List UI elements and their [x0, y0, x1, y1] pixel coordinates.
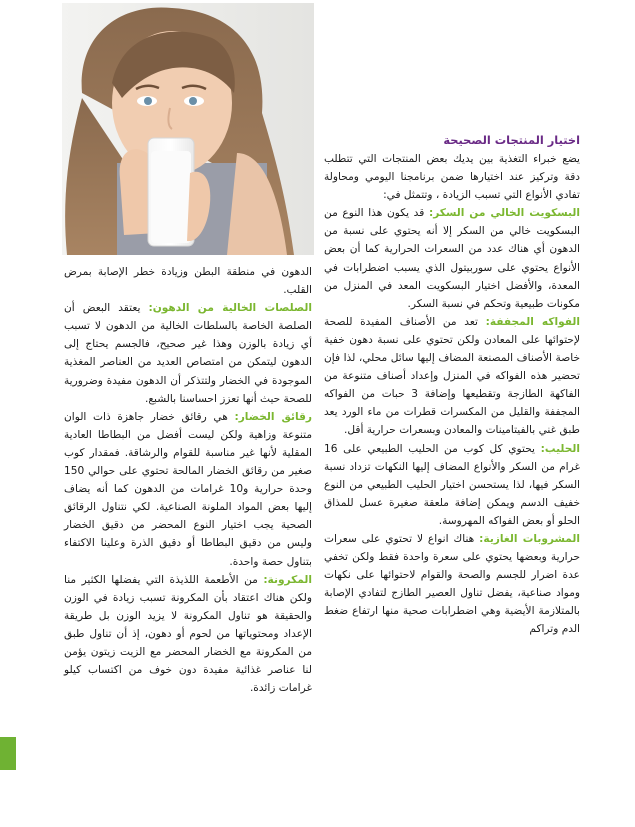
paragraph-dried-fruits	[324, 313, 580, 440]
paragraph-pasta	[64, 571, 312, 698]
right-column	[324, 150, 580, 639]
subheading-fat-free-sauces: الصلصات الخالية من الدهون:	[148, 302, 312, 315]
continued-paragraph: الدهون في منطقة البطن وزيادة خطر الإصابة بمرض القلب.	[64, 266, 312, 297]
left-column	[64, 263, 312, 697]
paragraph-text: يحتوي كل كوب من الحليب الطبيعي على 16 غرام من السكر والأنواع المضاف إليها النكهات تزداد نسبة السكر فيها، لذا يستحسن اختيار الحليب الطبيعي من النوع خفيف الدسم ويمكن إضافة ملعقة صغيرة عسل للمذاق الحلو أو بعض الفواكه المهروسة.	[324, 442, 580, 527]
subheading-vegetable-chips: رقائق الخضار:	[234, 410, 312, 423]
subheading-sugar-free-biscuits: البسكويت الخالي من السكر:	[428, 207, 580, 220]
paragraph-text: يعتقد البعض أن الصلصة الخاصة بالسلطات الخالية من الدهون لا تسبب أي زيادة بالوزن وهذا غير صحيح، فالجسم يحتاج إلى الدهون ليتمكن من امتصاص العديد من العناصر المغذية الموجودة في الخضار ولتتذكر أن الدهون مفيدة وضرورية للصحة حيث أنها تعزز احساسنا بالشبع.	[64, 302, 312, 405]
paragraph-text: تعد من الأصناف المفيدة للصحة لإحتوائها على المعادن ولكن تحتوي على نسبة دهون خفية خاصة الأصناف المصنعة المضاف إليها سائل محلي، لذا فإن تحضير هذه الفواكه في المنزل وإعداد أصناف متنوعة من الفاكهة الطازجة وتقطيعها وإضافة 3 حبات من الفواكه المجففة والقليل من المكسرات قطرات من ماء الورد يعد طبق غني بالفيتامينات والمعادن وبسعرات حرارية أقل.	[324, 315, 580, 437]
woman-drinking-milk-photo	[62, 3, 314, 255]
subheading-milk: الحليب:	[540, 442, 580, 455]
intro-paragraph: يضع خبراء التغذية بين يديك بعض المنتجات التي تتطلب دقة وتركيز عند اختيارها ضمن برنامجنا اليومي ومحاولة تفادي الأنواع التي تسبب الزيادة ، وتتمثل في:	[324, 153, 580, 202]
page-edge-tab	[0, 737, 16, 770]
paragraph-sugar-free-biscuits	[324, 204, 580, 313]
section-title: اختيار المنتجات الصحيحة	[443, 133, 580, 147]
paragraph-soft-drinks	[324, 530, 580, 639]
subheading-soft-drinks: المشروبات الغازية:	[479, 532, 580, 545]
paragraph-milk	[324, 440, 580, 530]
subheading-dried-fruits: الفواكه المجففة:	[485, 315, 580, 328]
paragraph-text: هناك انواع لا تحتوي على سعرات حرارية وبعضها يحتوي على سعرة واحدة فقط ولكن تخفي عدة اضرار للجسم والصحة والقوام لاحتوائها على نكهات ومواد صناعية، يفضل تناول العصير الطازج لتفادي الإصابة بالمتلازمة الأيضية وهي اضطرابات صحية منها ارتفاع ضغط الدم وتراكم	[324, 532, 580, 636]
subheading-pasta: المكرونة:	[263, 573, 312, 586]
paragraph-vegetable-chips	[64, 408, 312, 571]
paragraph-text: قد يكون هذا النوع من البسكويت خالي من السكر إلا أنه يحتوي على نسبة من الدهون أي هناك عدد من السعرات الحرارية كما أن بعض الأنواع يحتوي على سوربيتول الذي يسبب اضطرابات في المعدة، والأفضل اختيار البسكويت المعد في المنزل من مكونات طبيعية وتحكم في نسبة السكر.	[324, 207, 580, 310]
paragraph-text: من الأطعمة اللذيذة التي يفضلها الكثير منا ولكن هناك اعتقاد بأن المكرونة تسبب زيادة في الوزن والحقيقة هو تناول المكرونة لا يزيد الوزن بل طريقة الإعداد ومحتوياتها من لحوم أو دهون، إذ أن تناول طبق من المكرونة مع الخضار المحضر مع الزيت زيتون يؤمن لنا عناصر غذائية مفيدة دون خوف من اكتساب كيلو غرامات زائدة.	[64, 573, 312, 695]
paragraph-fat-free-sauces	[64, 299, 312, 408]
paragraph-text: هي رقائق خضار جاهزة ذات الوان متنوعة وزاهية ولكن ليست أفضل من البطاطا العادية المقلية لأنها غير مناسبة للقوام والرشاقة. فمقدار كوب صغير من رقائق الخضار المالحة تحتوي على حوالي 150 وحدة حرارية و10 غرامات من الدهون كما أنه يضاف إليها بعض المواد الملونة الصناعية. لكي نتناول الرقائق الصحية يجب اختيار النوع المحضر من دقيق الخضار وليس من دقيق البطاطا أو دقيق الذرة وعلينا الاكتفاء بتناول حصة واحدة.	[64, 410, 312, 568]
